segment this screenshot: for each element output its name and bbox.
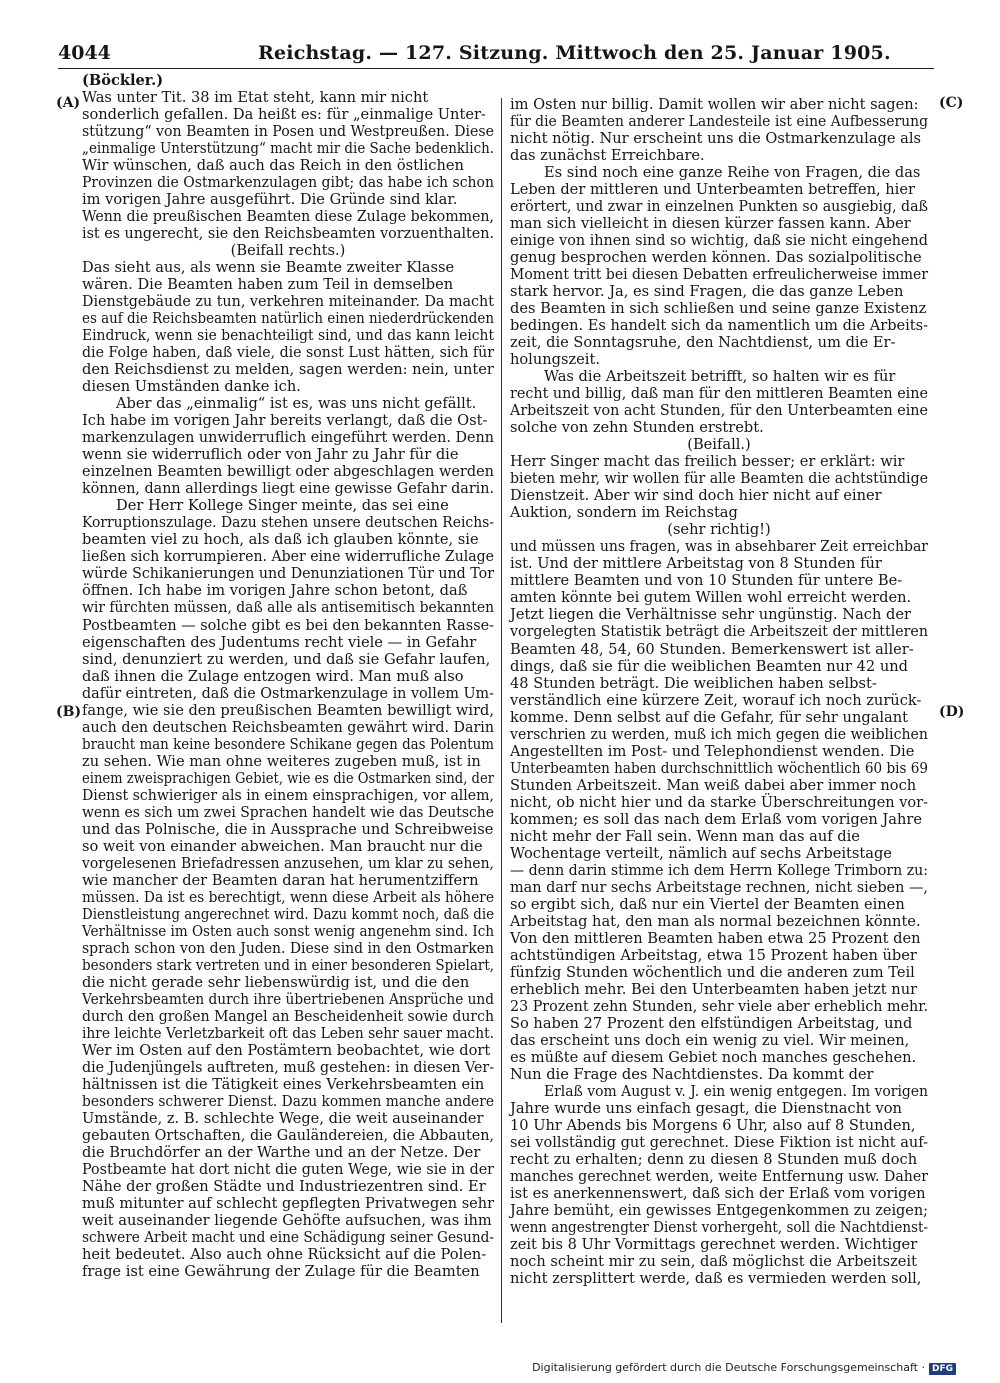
text-line: einem zweisprachigen Gebiet, wie es die Ostmarken sind, der: [82, 769, 494, 787]
text-line: fange, wie sie den preußischen Beamten bewilligt wird,: [82, 701, 494, 719]
speaker-name: (Böckler.): [82, 72, 164, 89]
text-line: vorgelegten Statistik beträgt die Arbeitszeit der mittleren: [510, 623, 928, 641]
page-number: 4044: [58, 42, 111, 64]
text-line: verständlich eine kürzere Zeit, worauf ich noch zurück-: [510, 691, 922, 709]
text-line: recht zu erhalten; denn zu diesen 8 Stunden muß doch: [510, 1150, 918, 1168]
text-line: Aber das „einmalig“ ist es, was uns nicht gefällt.: [116, 395, 477, 413]
text-line: 48 Stunden beträgt. Die weiblichen haben selbst-: [510, 674, 877, 692]
text-line: noch scheint mir zu sein, daß möglichst die Arbeitszeit: [510, 1253, 917, 1271]
column-divider: [501, 98, 502, 1323]
text-line: wären. Die Beamten haben zum Teil in demselben: [82, 276, 454, 294]
text-line: es auf die Reichsbeamten natürlich einen niederdrückenden: [82, 310, 494, 328]
text-line: die nicht gerade sehr liebenswürdig ist, und die den: [82, 973, 470, 991]
text-line: auch den deutschen Reichsbeamten gewährt wird. Darin: [82, 718, 495, 736]
text-line: So haben 27 Prozent den elfstündigen Arbeitstag, und: [510, 1014, 913, 1032]
text-line: öffnen. Ich habe im vorigen Jahre schon betont, daß: [82, 582, 468, 600]
text-line: schwere Arbeit macht und eine Schädigung seiner Gesund-: [82, 1229, 495, 1247]
text-line: zeit, die Sonntagsruhe, den Nachtdienst, um die Er-: [510, 334, 896, 352]
text-line: Das sieht aus, als wenn sie Beamte zweiter Klasse: [82, 259, 455, 277]
text-line: Provinzen die Ostmarkenzulagen gibt; das habe ich schon: [82, 174, 494, 192]
text-line: ist. Und der mittlere Arbeitstag von 8 Stunden für: [510, 555, 882, 573]
text-line: manches gerechnet werden, weite Entfernung usw. Daher: [510, 1167, 929, 1185]
text-line: Postbeamte hat dort nicht die guten Wege, wie sie in der: [82, 1161, 495, 1178]
text-line: ist es ungerecht, sie den Reichsbeamten vorzuenthalten.: [82, 225, 494, 243]
text-line: Arbeitstag hat, den man als normal bezeichnen könnte.: [510, 912, 921, 930]
text-line: Eindruck, wenn sie benachteiligt sind, und das kann leicht: [82, 327, 495, 345]
text-line: Jahre wurde uns einfach gesagt, die Dienstnacht von: [510, 1099, 902, 1117]
text-line: amten könnte bei gutem Willen wohl erreicht werden.: [510, 589, 912, 607]
running-title: Reichstag. — 127. Sitzung. Mittwoch den 25. Januar 1905.: [258, 42, 891, 64]
text-line: stützung“ von Beamten in Posen und Westpreußen. Diese: [82, 123, 495, 141]
text-line: Beamten 48, 54, 60 Stunden. Bemerkenswert ist aller-: [510, 640, 914, 658]
text-line: ließen sich korrumpieren. Aber eine widerrufliche Zulage: [82, 548, 495, 566]
text-line: durch den großen Mangel an Bescheidenheit sowie durch: [82, 1007, 495, 1025]
text-line: Umstände, z. B. schlechte Wege, die weit auseinander: [82, 1109, 484, 1127]
text-line: Was unter Tit. 38 im Etat steht, kann mir nicht: [82, 89, 429, 107]
text-line: Angestellten im Post- und Telephondienst wenden. Die: [510, 742, 915, 760]
text-line: achtstündigen Arbeitstag, etwa 15 Prozent haben über: [510, 946, 917, 964]
text-line: Auktion, sondern im Reichstag: [510, 504, 738, 522]
text-line: 23 Prozent zehn Stunden, sehr viele aber erheblich mehr.: [510, 997, 929, 1015]
text-line: sei vollständig gut gerechnet. Diese Fiktion ist nicht auf-: [510, 1133, 929, 1151]
text-line: wenn angestrengter Dienst vorhergeht, soll die Nachtdienst-: [510, 1219, 928, 1237]
text-line: müssen. Da ist es berechtigt, wenn diese Arbeit als höhere: [82, 888, 494, 906]
text-line: im vorigen Jahre ausgeführt. Die Gründe sind klar.: [82, 191, 458, 209]
text-line: die Bruchdörfer an der Warthe und an der Netze. Der: [82, 1143, 481, 1161]
text-line: genug besprochen werden können. Das sozialpolitische: [510, 249, 922, 267]
text-line: so ergibt sich, daß nur ein Viertel der Beamten einen: [510, 895, 905, 913]
text-line: Dienst schwieriger als in einem einsprachigen, vor allem,: [82, 786, 495, 804]
text-line: eigenschaften des Judentums recht viele — in Gefahr: [82, 633, 477, 651]
text-line: vorgelesenen Briefadressen anzusehen, um klar zu sehen,: [82, 854, 494, 872]
text-line: Verkehrsbeamten durch ihre übertriebenen Ansprüche und: [82, 990, 494, 1008]
text-line: Ich habe im vorigen Jahr bereits verlangt, daß die Ost-: [82, 412, 488, 430]
text-line: nicht zersplittert werde, daß es vermieden werden soll,: [510, 1270, 922, 1288]
text-line: das erscheint uns doch ein wenig zu viel. Wir meinen,: [510, 1031, 910, 1049]
text-line: weit auseinander liegende Gehöfte aufsuchen, was ihm: [82, 1212, 492, 1230]
text-line: nicht nötig. Nur erscheint uns die Ostmarkenzulage als: [510, 130, 921, 148]
text-line: Dienstleistung angerechnet wird. Dazu kommt noch, daß die: [82, 905, 494, 923]
text-line: muß mitunter auf schlecht gepflegten Privatwegen sehr: [82, 1195, 494, 1213]
text-line: des Beamten in sich schließen und seine ganze Existenz: [510, 300, 927, 318]
text-line: (Beifall rechts.): [230, 242, 346, 260]
text-line: Nun die Frage des Nachtdienstes. Da kommt der: [510, 1065, 874, 1083]
text-line: dafür eintreten, daß die Ostmarkenzulage in vollem Um-: [82, 684, 494, 702]
margin-mark-a: (A): [56, 95, 81, 111]
text-line: die Folge haben, daß viele, die sonst Lust hätten, sich für: [82, 344, 495, 362]
text-line: Was die Arbeitszeit betrifft, so halten wir es für: [544, 368, 896, 386]
text-line: diesen Umständen danke ich.: [82, 378, 301, 396]
text-line: Wer im Osten auf den Postämtern beobachtet, wie dort: [82, 1041, 491, 1059]
text-line: mittlere Beamten und von 10 Stunden für untere Be-: [510, 572, 903, 590]
text-line: nicht mehr der Fall sein. Wenn man das auf die: [510, 827, 860, 845]
text-line: Arbeitszeit von acht Stunden, für den Unterbeamten eine: [510, 402, 929, 420]
text-line: würde Schikanierungen und Denunziationen Tür und Tor: [82, 565, 494, 583]
text-line: dings, daß sie für die weiblichen Beamten nur 42 und: [510, 657, 909, 675]
text-line: hältnissen ist die Tätigkeit eines Verkehrsbeamten ein: [82, 1075, 485, 1093]
text-line: Dienstgebäude zu tun, verkehren miteinander. Da macht: [82, 293, 495, 311]
text-line: Erlaß vom August v. J. ein wenig entgegen. Im vorigen: [544, 1082, 929, 1100]
margin-mark-d: (D): [939, 704, 965, 720]
text-line: man darf nur sechs Arbeitstage rechnen, nicht sieben —,: [510, 878, 929, 896]
text-line: fünfzig Stunden wöchentlich und die anderen zum Teil: [510, 963, 915, 981]
text-line: im Osten nur billig. Damit wollen wir aber nicht sagen:: [510, 96, 919, 113]
header-rule: [58, 68, 934, 69]
text-line: bedingen. Es handelt sich da namentlich um die Arbeits-: [510, 317, 929, 335]
text-line: besonders stark vertreten und in einer besonderen Spielart,: [82, 956, 495, 974]
text-line: verschrien zu werden, muß ich mich gegen die weiblichen: [510, 725, 929, 743]
text-line: und müssen uns fragen, was in absehbarer Zeit erreichbar: [510, 538, 928, 556]
text-line: nicht, ob nicht hier und da starke Überschreitungen vor-: [510, 793, 928, 811]
text-line: solche von zehn Stunden erstrebt.: [510, 419, 764, 437]
text-line: markenzulagen unwiderruflich eingeführt werden. Denn: [82, 429, 494, 447]
text-line: 10 Uhr Abends bis Morgens 6 Uhr, also auf 8 Stunden,: [510, 1116, 916, 1134]
text-line: für die Beamten anderer Landesteile ist eine Aufbesserung: [510, 113, 928, 131]
text-line: stark hervor. Ja, es sind Fragen, die das ganze Leben: [510, 283, 904, 301]
text-line: recht und billig, daß man für den mittleren Beamten eine: [510, 385, 928, 403]
text-line: ihre leichte Verletzbarkeit oft das Leben sehr sauer macht.: [82, 1024, 495, 1042]
text-line: bieten mehr, wir wollen für alle Beamten die achtstündige: [510, 470, 928, 488]
text-line: Herr Singer macht das freilich besser; er erklärt: wir: [510, 453, 905, 471]
text-line: das zunächst Erreichbare.: [510, 147, 705, 165]
text-line: einige von ihnen sind so wichtig, daß sie nicht eingehend: [510, 232, 928, 250]
text-line: gebauten Ortschaften, die Gauländereien, die Abbauten,: [82, 1126, 495, 1144]
text-line: Postbeamten — solche gibt es bei den bekannten Rasse-: [82, 616, 495, 634]
text-line: es müßte auf diesem Gebiet noch manches geschehen.: [510, 1048, 917, 1066]
text-line: zu sehen. Wie man ohne weiteres zugeben muß, ist in: [82, 752, 481, 770]
text-line: „einmalige Unterstützung“ macht mir die Sache bedenklich.: [82, 140, 495, 158]
text-line: Nähe der großen Städte und Industriezentren sind. Er: [82, 1178, 486, 1196]
text-line: so weit von einander abweichen. Man braucht nur die: [82, 837, 483, 855]
text-line: wenn sie widerruflich oder von Jahr zu Jahr für die: [82, 446, 459, 464]
footer-credit: [532, 1361, 956, 1375]
text-line: und das Polnische, die in Aussprache und Schreibweise: [82, 820, 494, 838]
text-line: — denn darin stimme ich dem Herrn Kollege Trimborn zu:: [510, 861, 928, 879]
text-line: die Judenjüngels auftreten, muß gestehen: in diesen Ver-: [82, 1058, 495, 1076]
text-line: können, dann allerdings liegt eine gewisse Gefahr darin.: [82, 480, 495, 498]
right-column: [510, 96, 928, 1287]
text-line: heit bedeutet. Also auch ohne Rücksicht auf die Polen-: [82, 1246, 487, 1264]
text-line: erheblich mehr. Bei den Unterbeamten haben jetzt nur: [510, 980, 918, 998]
footer-text: Digitalisierung gefördert durch die Deutsche Forschungsgemeinschaft ·: [532, 1361, 925, 1374]
text-line: einzelnen Beamten bewilligt oder abgeschlagen werden: [82, 463, 494, 481]
text-line: Unterbeamten haben durchschnittlich wöchentlich 60 bis 69: [510, 759, 928, 777]
text-line: sonderlich gefallen. Da heißt es: für „einmalige Unter-: [82, 106, 486, 124]
text-line: Von den mittleren Beamten haben etwa 25 Prozent den: [510, 929, 921, 947]
text-line: (Beifall.): [687, 436, 751, 454]
left-column: [82, 72, 494, 1280]
text-line: sind, denunziert zu werden, und daß sie Gefahr laufen,: [82, 650, 491, 668]
text-line: komme. Denn selbst auf die Gefahr, für sehr ungalant: [510, 708, 909, 726]
text-line: Wenn die preußischen Beamten diese Zulage bekommen,: [82, 208, 495, 226]
text-line: wir fürchten müssen, daß alle als antisemitisch bekannten: [82, 599, 495, 617]
text-line: holungszeit.: [510, 351, 600, 369]
text-line: Leben der mittleren und Unterbeamten betreffen, hier: [510, 181, 915, 199]
margin-mark-b: (B): [56, 704, 82, 720]
text-line: den Reichsdienst zu melden, sagen werden: nein, unter: [82, 361, 494, 379]
dfg-logo: DFG: [929, 1363, 956, 1375]
page-header: [58, 42, 934, 68]
text-line: zeit bis 8 Uhr Vormittags gerechnet werden. Wichtiger: [510, 1236, 918, 1254]
text-line: Stunden Arbeitszeit. Man weiß dabei aber immer noch: [510, 776, 917, 794]
text-line: daß ihnen die Zulage entzogen wird. Man muß also: [82, 667, 464, 685]
margin-mark-c: (C): [939, 95, 964, 111]
text-line: ist es anerkennenswert, daß sich der Erlaß vom vorigen: [510, 1185, 926, 1202]
text-line: frage ist eine Gewährung der Zulage für die Beamten: [82, 1263, 480, 1281]
text-line: Korruptionszulage. Dazu stehen unsere deutschen Reichs-: [82, 514, 495, 532]
text-line: besonders schwerer Dienst. Dazu kommen manche andere: [82, 1092, 494, 1110]
text-line: Jahre bemüht, ein gewisses Entgegenkommen zu zeigen;: [510, 1202, 929, 1220]
text-line: braucht man keine besondere Schikane gegen das Polentum: [82, 735, 495, 753]
text-line: Wir wünschen, daß auch das Reich in den östlichen: [82, 157, 464, 175]
text-line: Der Herr Kollege Singer meinte, das sei eine: [116, 497, 449, 515]
text-line: erörtert, und zwar in einzelnen Punkten so ausgiebig, daß: [510, 198, 929, 216]
text-line: Jetzt liegen die Verhältnisse sehr ungünstig. Nach der: [510, 606, 911, 624]
text-line: wenn es sich um zwei Sprachen handelt wie das Deutsche: [82, 803, 495, 821]
text-line: Es sind noch eine ganze Reihe von Fragen, die das: [544, 164, 921, 182]
text-line: Moment tritt bei diesen Debatten erfreulicherweise immer: [510, 266, 929, 284]
text-line: sprach schon von den Juden. Diese sind in den Ostmarken: [82, 939, 495, 957]
text-line: Wochentage verteilt, nämlich auf sechs Arbeitstage: [510, 844, 892, 862]
text-line: wie mancher der Beamten daran hat herumentziffern: [82, 871, 479, 889]
text-line: kommen; es soll das nach dem Erlaß vom vorigen Jahre: [510, 810, 922, 828]
text-line: Verhältnisse im Osten auch sonst wenig angenehm sind. Ich: [82, 922, 495, 940]
text-line: man sich vielleicht in diesen kürzer fassen kann. Aber: [510, 215, 911, 233]
text-line: beamten viel zu hoch, als daß ich glauben könnte, sie: [82, 531, 479, 549]
text-line: Dienstzeit. Aber wir sind doch hier nicht auf einer: [510, 487, 882, 505]
text-line: (sehr richtig!): [667, 521, 771, 539]
